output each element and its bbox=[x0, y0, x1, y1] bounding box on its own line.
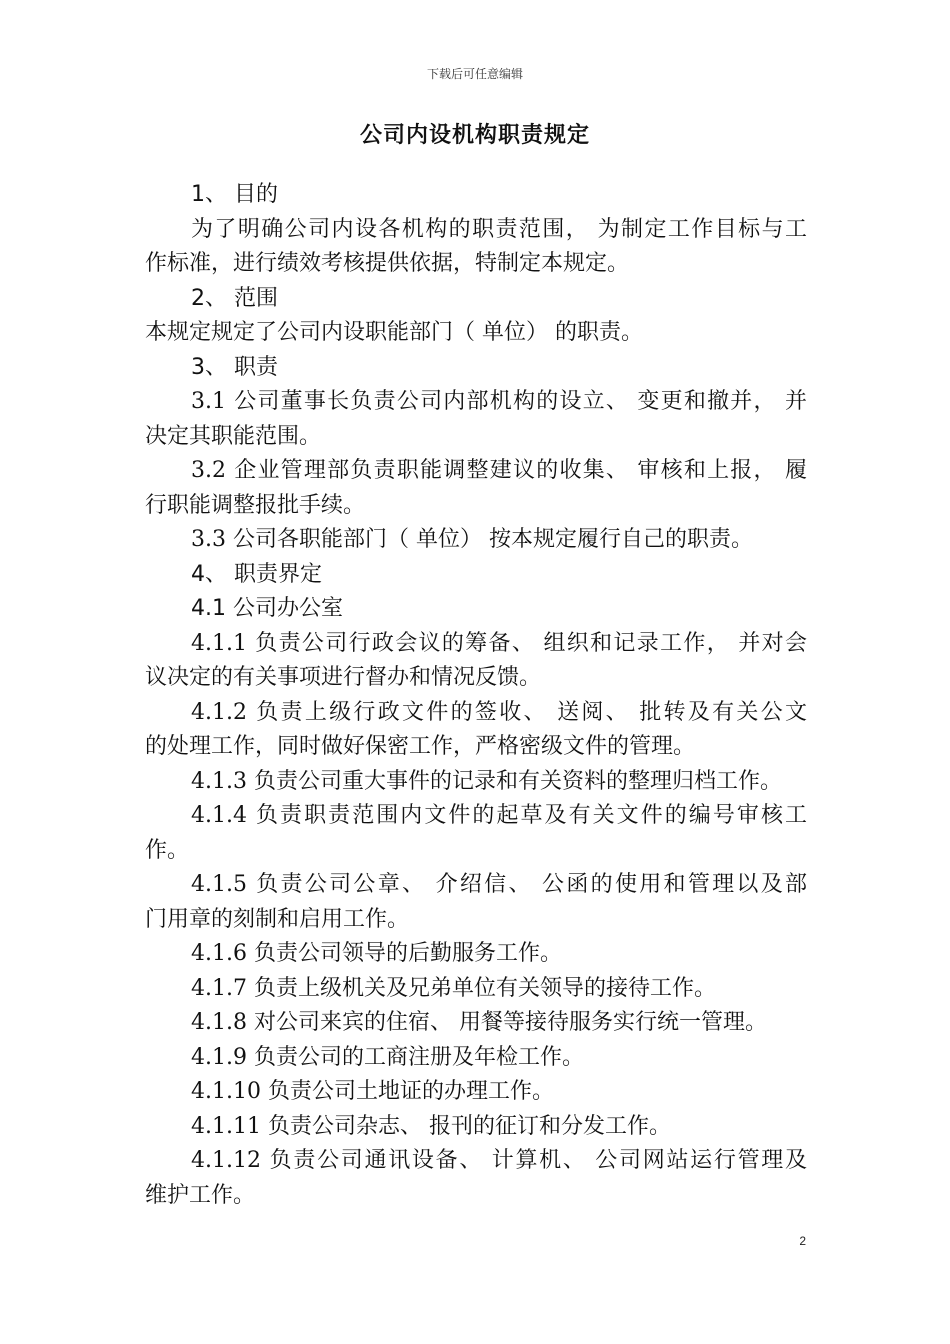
paragraph-line: 4.1.6 负责公司领导的后勤服务工作。 bbox=[191, 941, 562, 966]
paragraph-line: 4.1.4 负责职责范围内文件的起草及有关文件的编号审核工 bbox=[191, 803, 807, 828]
document-body bbox=[145, 178, 807, 1213]
paragraph-line: 3.1 公司董事长负责公司内部机构的设立、 变更和撤并， 并 bbox=[191, 389, 807, 414]
section-heading: 1、 目的 bbox=[191, 182, 278, 207]
paragraph-line: 本规定规定了公司内设职能部门（ 单位） 的职责。 bbox=[145, 320, 643, 345]
paragraph-line: 4.1.1 负责公司行政会议的筹备、 组织和记录工作， 并对会 bbox=[191, 630, 807, 656]
paragraph-line: 为了明确公司内设各机构的职责范围， 为制定工作目标与工 bbox=[191, 216, 807, 242]
section-heading: 4、 职责界定 bbox=[191, 561, 322, 587]
paragraph-line: 行职能调整报批手续。 bbox=[145, 492, 366, 518]
section-heading: 4.1 公司办公室 bbox=[191, 596, 343, 621]
paragraph-line: 3.3 公司各职能部门（ 单位） 按本规定履行自己的职责。 bbox=[191, 527, 753, 552]
paragraph-line: 4.1.9 负责公司的工商注册及年检工作。 bbox=[191, 1044, 584, 1070]
paragraph-line: 4.1.12 负责公司通讯设备、 计算机、 公司网站运行管理及 bbox=[191, 1148, 807, 1173]
paragraph-line: 的处理工作，同时做好保密工作，严格密级文件的管理。 bbox=[145, 734, 696, 759]
document-title: 公司内设机构职责规定 bbox=[359, 123, 590, 148]
paragraph-line: 议决定的有关事项进行督办和情况反馈。 bbox=[145, 665, 542, 690]
paragraph-line: 4.1.8 对公司来宾的住宿、 用餐等接待服务实行统一管理。 bbox=[191, 1010, 767, 1035]
page-number: 2 bbox=[799, 1234, 806, 1248]
paragraph-line: 门用章的刻制和启用工作。 bbox=[145, 906, 410, 932]
section-heading: 3、 职责 bbox=[191, 354, 278, 380]
paragraph-line: 作标准，进行绩效考核提供依据，特制定本规定。 bbox=[145, 251, 630, 276]
paragraph-line: 4.1.3 负责公司重大事件的记录和有关资料的整理归档工作。 bbox=[191, 768, 782, 794]
page-header-note: 下载后可任意编辑 bbox=[426, 67, 523, 81]
paragraph-line: 4.1.5 负责公司公章、 介绍信、 公函的使用和管理以及部 bbox=[191, 872, 807, 897]
section-heading: 2、 范围 bbox=[191, 285, 278, 311]
paragraph-line: 4.1.2 负责上级行政文件的签收、 送阅、 批转及有关公文 bbox=[191, 699, 807, 725]
paragraph-line: 4.1.7 负责上级机关及兄弟单位有关领导的接待工作。 bbox=[191, 975, 716, 1001]
paragraph-line: 4.1.10 负责公司土地证的办理工作。 bbox=[191, 1079, 554, 1104]
paragraph-line: 作。 bbox=[145, 837, 190, 863]
paragraph-line: 4.1.11 负责公司杂志、 报刊的征订和分发工作。 bbox=[191, 1113, 671, 1139]
paragraph-line: 决定其职能范围。 bbox=[145, 423, 322, 449]
paragraph-line: 维护工作。 bbox=[145, 1182, 256, 1208]
paragraph-line: 3.2 企业管理部负责职能调整建议的收集、 审核和上报， 履 bbox=[191, 458, 807, 483]
